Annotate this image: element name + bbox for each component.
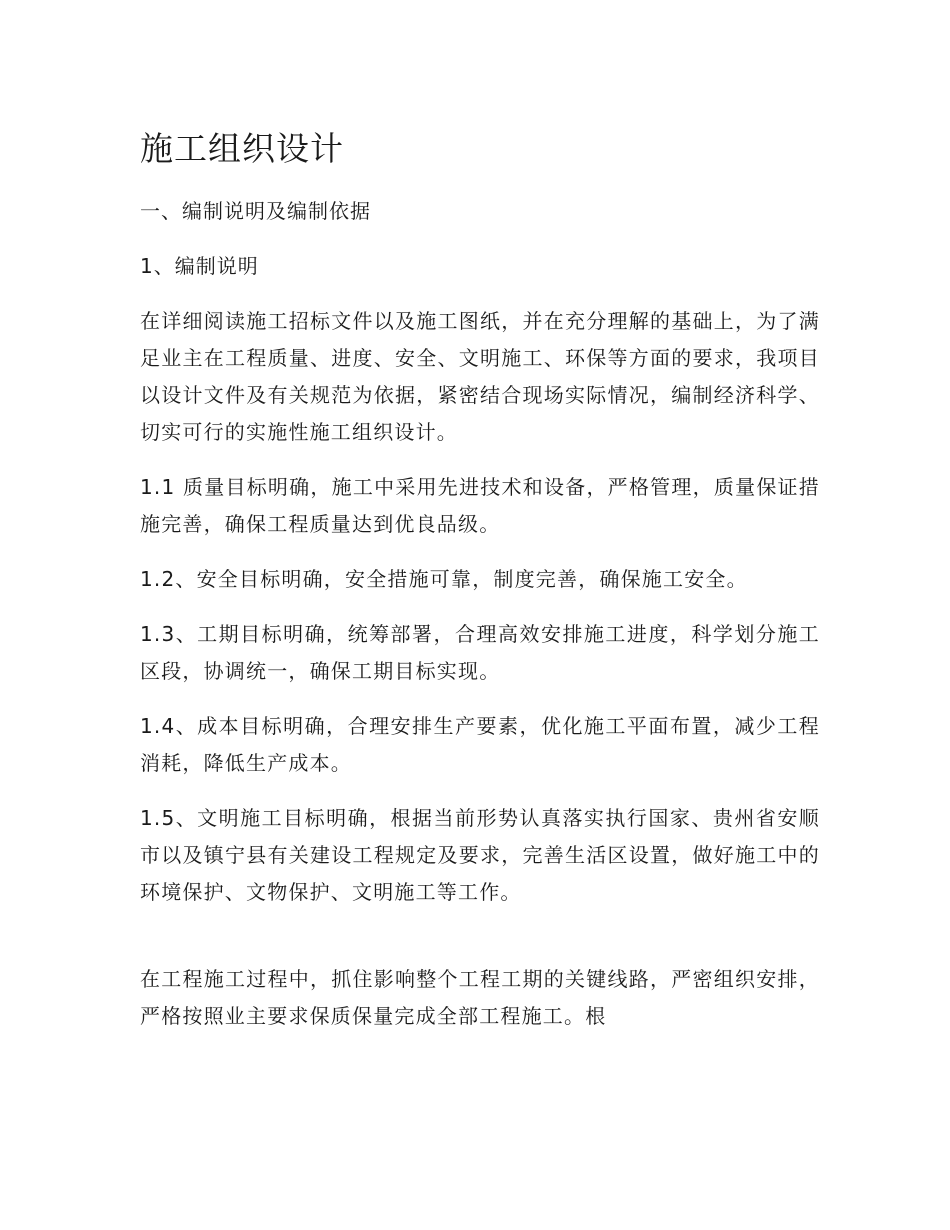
goal-item-schedule: 1.3、工期目标明确，统筹部署，合理高效安排施工进度，科学划分施工区段，协调统一，确保工期目标实现。 (140, 622, 820, 683)
goal-item-cost: 1.4、成本目标明确，合理安排生产要素，优化施工平面布置，减少工程消耗，降低生产成本。 (140, 714, 820, 775)
goal-item-civilized: 1.5、文明施工目标明确，根据当前形势认真落实执行国家、贵州省安顺市以及镇宁县有关建设工程规定及要求，完善生活区设置，做好施工中的环境保护、文物保护、文明施工等工作。 (140, 806, 820, 904)
closing-paragraph: 在工程施工过程中，抓住影响整个工程工期的关键线路，严密组织安排，严格按照业主要求保质保量完成全部工程施工。根 (140, 967, 820, 1028)
paragraph-gap (140, 929, 820, 961)
intro-paragraph: 在详细阅读施工招标文件以及施工图纸，并在充分理解的基础上，为了满足业主在工程质量、进度、安全、文明施工、环保等方面的要求，我项目以设计文件及有关规范为依据，紧密结合现场实际情况，编制经济科学、切实可行的实施性施工组织设计。 (140, 309, 820, 444)
goal-item-safety: 1.2、安全目标明确，安全措施可靠，制度完善，确保施工安全。 (140, 567, 748, 591)
section-heading: 一、编制说明及编制依据 (140, 199, 371, 223)
document-title: 施工组织设计 (140, 129, 344, 168)
goal-item-quality: 1.1 质量目标明确，施工中采用先进技术和设备，严格管理，质量保证措施完善，确保工程质量达到优良品级。 (140, 475, 820, 536)
subsection-heading: 1、编制说明 (140, 254, 259, 278)
